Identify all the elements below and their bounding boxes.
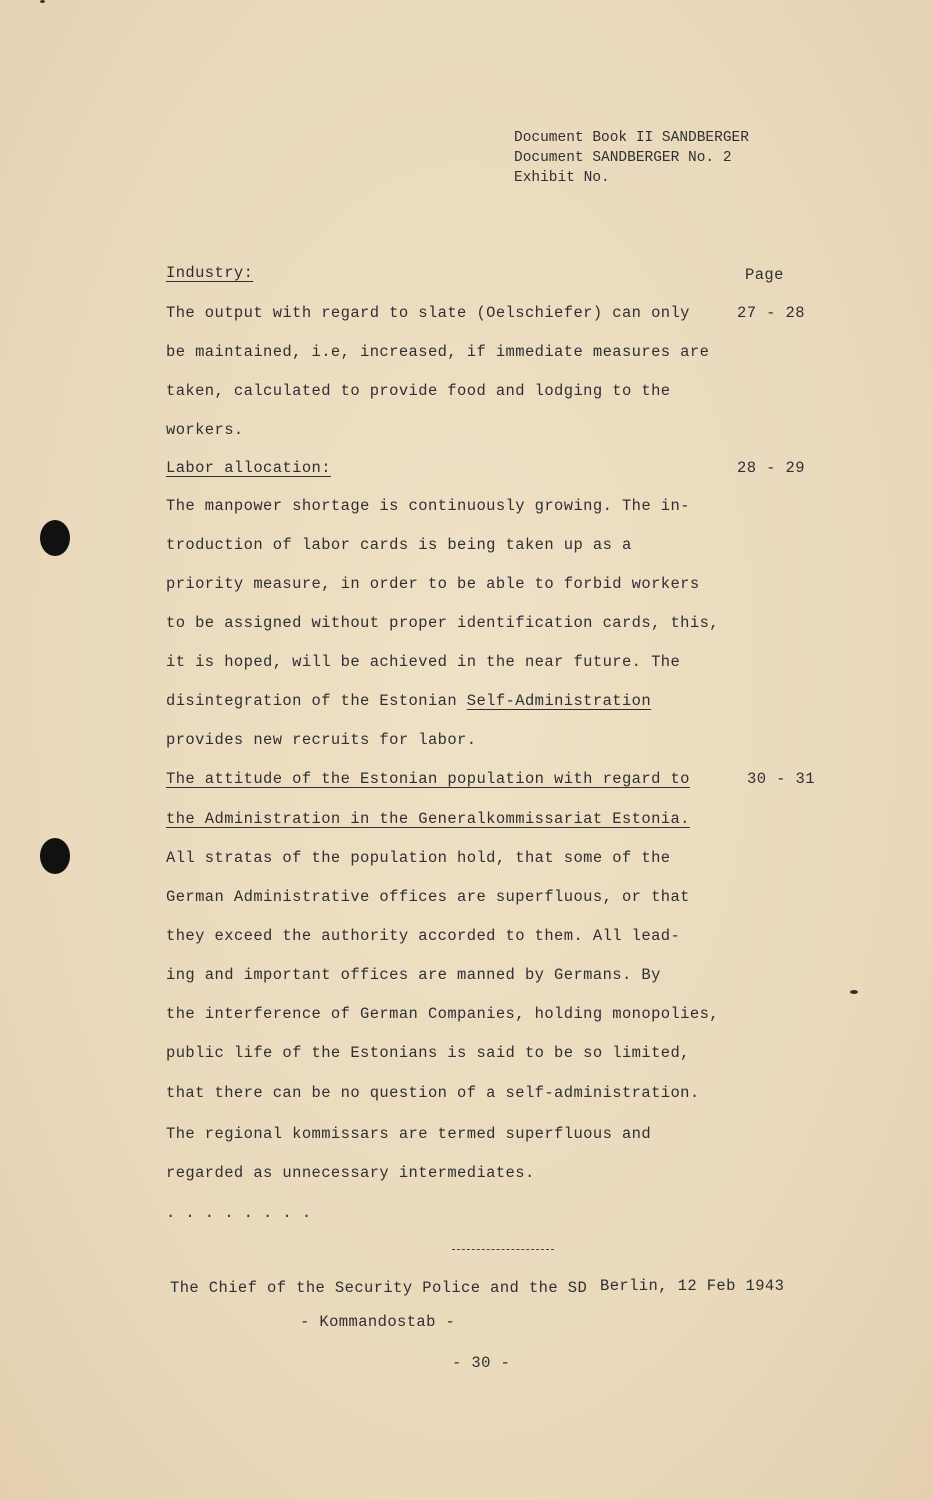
punch-hole-top: [40, 520, 70, 556]
attitude-line: German Administrative offices are superfluous, or that: [166, 888, 690, 906]
labor-line: troduction of labor cards is being taken up as a: [166, 536, 632, 554]
document-book-line: Document Book II SANDBERGER: [514, 130, 749, 146]
ink-speck: [850, 990, 858, 994]
section-heading-attitude-2: the Administration in the Generalkommissariat Estonia.: [166, 810, 690, 828]
footer-place-date: Berlin, 12 Feb 1943: [600, 1277, 785, 1295]
section-pages-labor: 28 - 29: [737, 459, 805, 477]
separator-line: [452, 1249, 554, 1250]
omission-dots: . . . . . . . .: [166, 1204, 312, 1222]
industry-line: taken, calculated to provide food and lodging to the: [166, 382, 671, 400]
attitude-line: public life of the Estonians is said to be so limited,: [166, 1044, 690, 1062]
labor-line: [166, 692, 651, 710]
document-header: [514, 128, 749, 188]
section-pages-industry: 27 - 28: [737, 304, 805, 322]
industry-line: be maintained, i.e, increased, if immediate measures are: [166, 343, 710, 361]
ink-speck: [40, 0, 45, 3]
attitude-line: they exceed the authority accorded to them. All lead-: [166, 927, 681, 945]
section-heading-attitude-1: The attitude of the Estonian population with regard to: [166, 770, 690, 788]
punch-hole-bottom: [40, 838, 70, 874]
section-heading-industry: Industry:: [166, 264, 254, 282]
labor-line: it is hoped, will be achieved in the near future. The: [166, 653, 681, 671]
labor-line: to be assigned without proper identification cards, this,: [166, 614, 719, 632]
labor-line: The manpower shortage is continuously growing. The in-: [166, 497, 690, 515]
labor-line: priority measure, in order to be able to forbid workers: [166, 575, 700, 593]
industry-line: workers.: [166, 421, 244, 439]
footer-sender: The Chief of the Security Police and the SD: [170, 1279, 588, 1297]
exhibit-line: Exhibit No.: [514, 170, 610, 186]
labor-line-text: disintegration of the Estonian: [166, 692, 458, 710]
page-number: - 30 -: [452, 1354, 511, 1372]
section-pages-attitude: 30 - 31: [747, 770, 815, 788]
labor-line: provides new recruits for labor.: [166, 731, 477, 749]
footer-unit: - Kommandostab -: [300, 1313, 456, 1331]
attitude-line: ing and important offices are manned by Germans. By: [166, 966, 661, 984]
page-column-label: Page: [745, 266, 784, 284]
attitude-line: that there can be no question of a self-administration.: [166, 1084, 700, 1102]
attitude-line: regarded as unnecessary intermediates.: [166, 1164, 535, 1182]
attitude-line: All stratas of the population hold, that some of the: [166, 849, 671, 867]
industry-line: The output with regard to slate (Oelschiefer) can only: [166, 304, 690, 322]
document-number-line: Document SANDBERGER No. 2: [514, 150, 732, 166]
attitude-line: the interference of German Companies, holding monopolies,: [166, 1005, 719, 1023]
self-administration-underlined: Self-Administration: [466, 692, 652, 710]
attitude-line: The regional kommissars are termed superfluous and: [166, 1125, 652, 1143]
section-heading-labor: Labor allocation:: [166, 459, 331, 477]
